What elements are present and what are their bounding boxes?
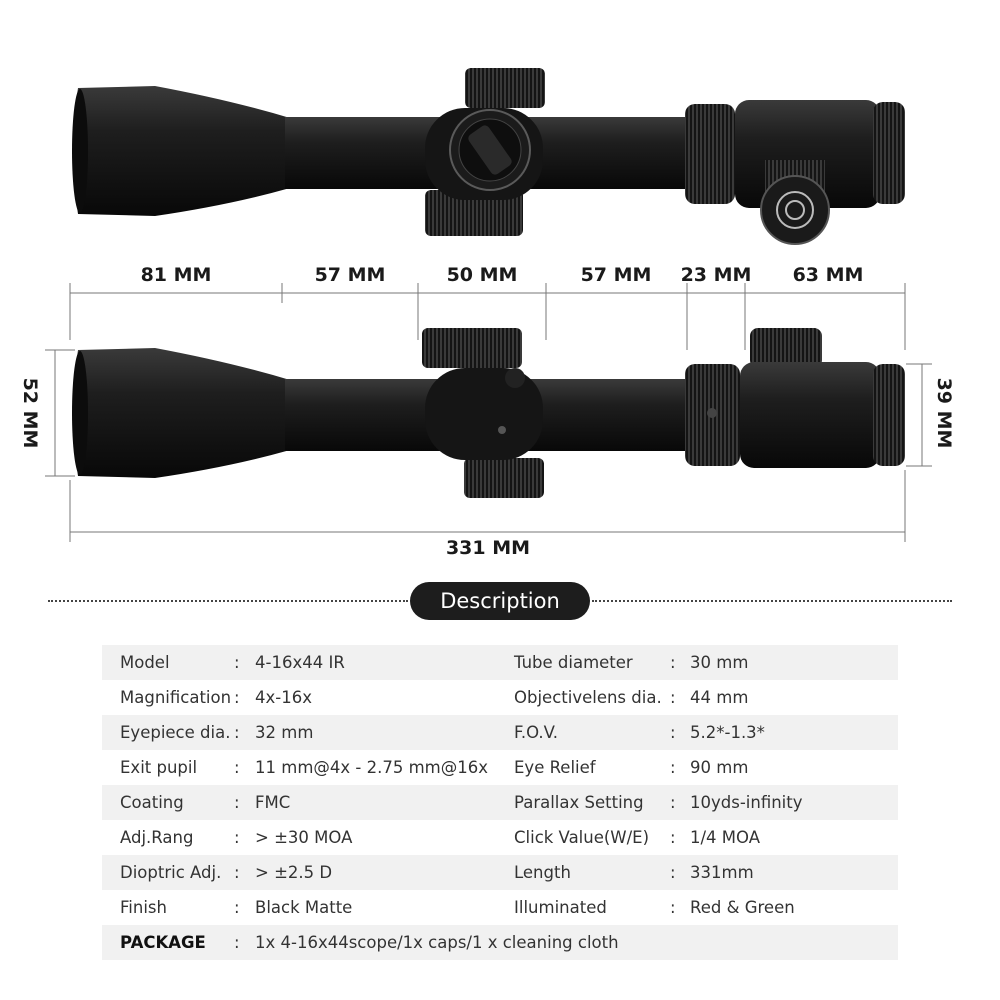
dim-objective-height: 52 MM — [19, 377, 41, 449]
spec-value: 4-16x44 IR — [255, 653, 345, 672]
spec-label: Coating — [120, 793, 184, 812]
dim-power-ring-length: 23 MM — [680, 264, 752, 286]
spec-label: F.O.V. — [514, 723, 559, 742]
spec-label: Adj.Rang — [120, 828, 194, 847]
spec-row — [102, 820, 898, 855]
spec-label: Tube diameter — [514, 653, 633, 672]
spec-separator: : — [234, 688, 240, 707]
divider-right — [592, 600, 952, 602]
spec-value: 44 mm — [690, 688, 749, 707]
divider-left — [48, 600, 408, 602]
spec-row — [102, 750, 898, 785]
package-label: PACKAGE — [120, 933, 206, 952]
spec-separator: : — [234, 898, 240, 917]
bottom-lower-turret — [464, 458, 544, 498]
spec-row — [102, 785, 898, 820]
spec-separator: : — [234, 863, 240, 882]
package-value: 1x 4-16x44scope/1x caps/1 x cleaning cloth — [255, 933, 619, 952]
spec-row — [102, 890, 898, 925]
spec-row — [102, 855, 898, 890]
spec-separator: : — [234, 758, 240, 777]
spec-value: Black Matte — [255, 898, 353, 917]
spec-value: Red & Green — [690, 898, 795, 917]
spec-label: Eye Relief — [514, 758, 596, 777]
description-header: Description — [410, 582, 590, 620]
dim-eyepiece-height: 39 MM — [933, 377, 955, 449]
spec-value: 11 mm@4x - 2.75 mm@16x — [255, 758, 488, 777]
spec-row — [102, 645, 898, 680]
spec-value: > ±2.5 D — [255, 863, 333, 882]
spec-label: Click Value(W/E) — [514, 828, 650, 847]
spec-value: 10yds-infinity — [690, 793, 803, 812]
spec-separator: : — [670, 688, 676, 707]
spec-value: 1/4 MOA — [690, 828, 761, 847]
spec-separator: : — [670, 723, 676, 742]
dim-saddle-length: 50 MM — [446, 264, 518, 286]
spec-label: Illuminated — [514, 898, 607, 917]
spec-row — [102, 680, 898, 715]
illumination-knob — [761, 176, 829, 244]
dim-rear-tube-length: 57 MM — [580, 264, 652, 286]
spec-label: Dioptric Adj. — [120, 863, 222, 882]
dim-objective-length: 81 MM — [140, 264, 212, 286]
spec-value: 5.2*-1.3* — [690, 723, 765, 742]
spec-label: Magnification — [120, 688, 232, 707]
spec-separator: : — [234, 793, 240, 812]
spec-value: 30 mm — [690, 653, 749, 672]
top-scope — [72, 68, 905, 244]
bottom-scope — [72, 328, 905, 498]
spec-row — [102, 715, 898, 750]
spec-separator: : — [234, 653, 240, 672]
spec-label: Eyepiece dia. — [120, 723, 231, 742]
spec-separator: : — [234, 723, 240, 742]
spec-label: Exit pupil — [120, 758, 198, 777]
spec-separator: : — [670, 653, 676, 672]
spec-separator: : — [670, 793, 676, 812]
spec-label: Length — [514, 863, 571, 882]
dim-total-length: 331 MM — [445, 537, 531, 559]
spec-separator: : — [234, 933, 240, 952]
spec-value: 32 mm — [255, 723, 314, 742]
spec-separator: : — [234, 828, 240, 847]
spec-separator: : — [670, 828, 676, 847]
dim-eyepiece-length: 63 MM — [792, 264, 864, 286]
spec-label: Objectivelens dia. — [514, 688, 662, 707]
spec-separator: : — [670, 758, 676, 777]
spec-table — [102, 645, 898, 960]
spec-value: 4x-16x — [255, 688, 312, 707]
spec-separator: : — [670, 863, 676, 882]
spec-value: FMC — [255, 793, 291, 812]
spec-label: Finish — [120, 898, 167, 917]
spec-separator: : — [670, 898, 676, 917]
package-row — [102, 925, 898, 960]
top-elevation-turret — [465, 68, 545, 108]
spec-value: 331mm — [690, 863, 754, 882]
spec-label: Model — [120, 653, 170, 672]
dim-front-tube-length: 57 MM — [314, 264, 386, 286]
spec-value: 90 mm — [690, 758, 749, 777]
bottom-top-turret — [422, 328, 522, 368]
spec-value: > ±30 MOA — [255, 828, 353, 847]
spec-label: Parallax Setting — [514, 793, 644, 812]
